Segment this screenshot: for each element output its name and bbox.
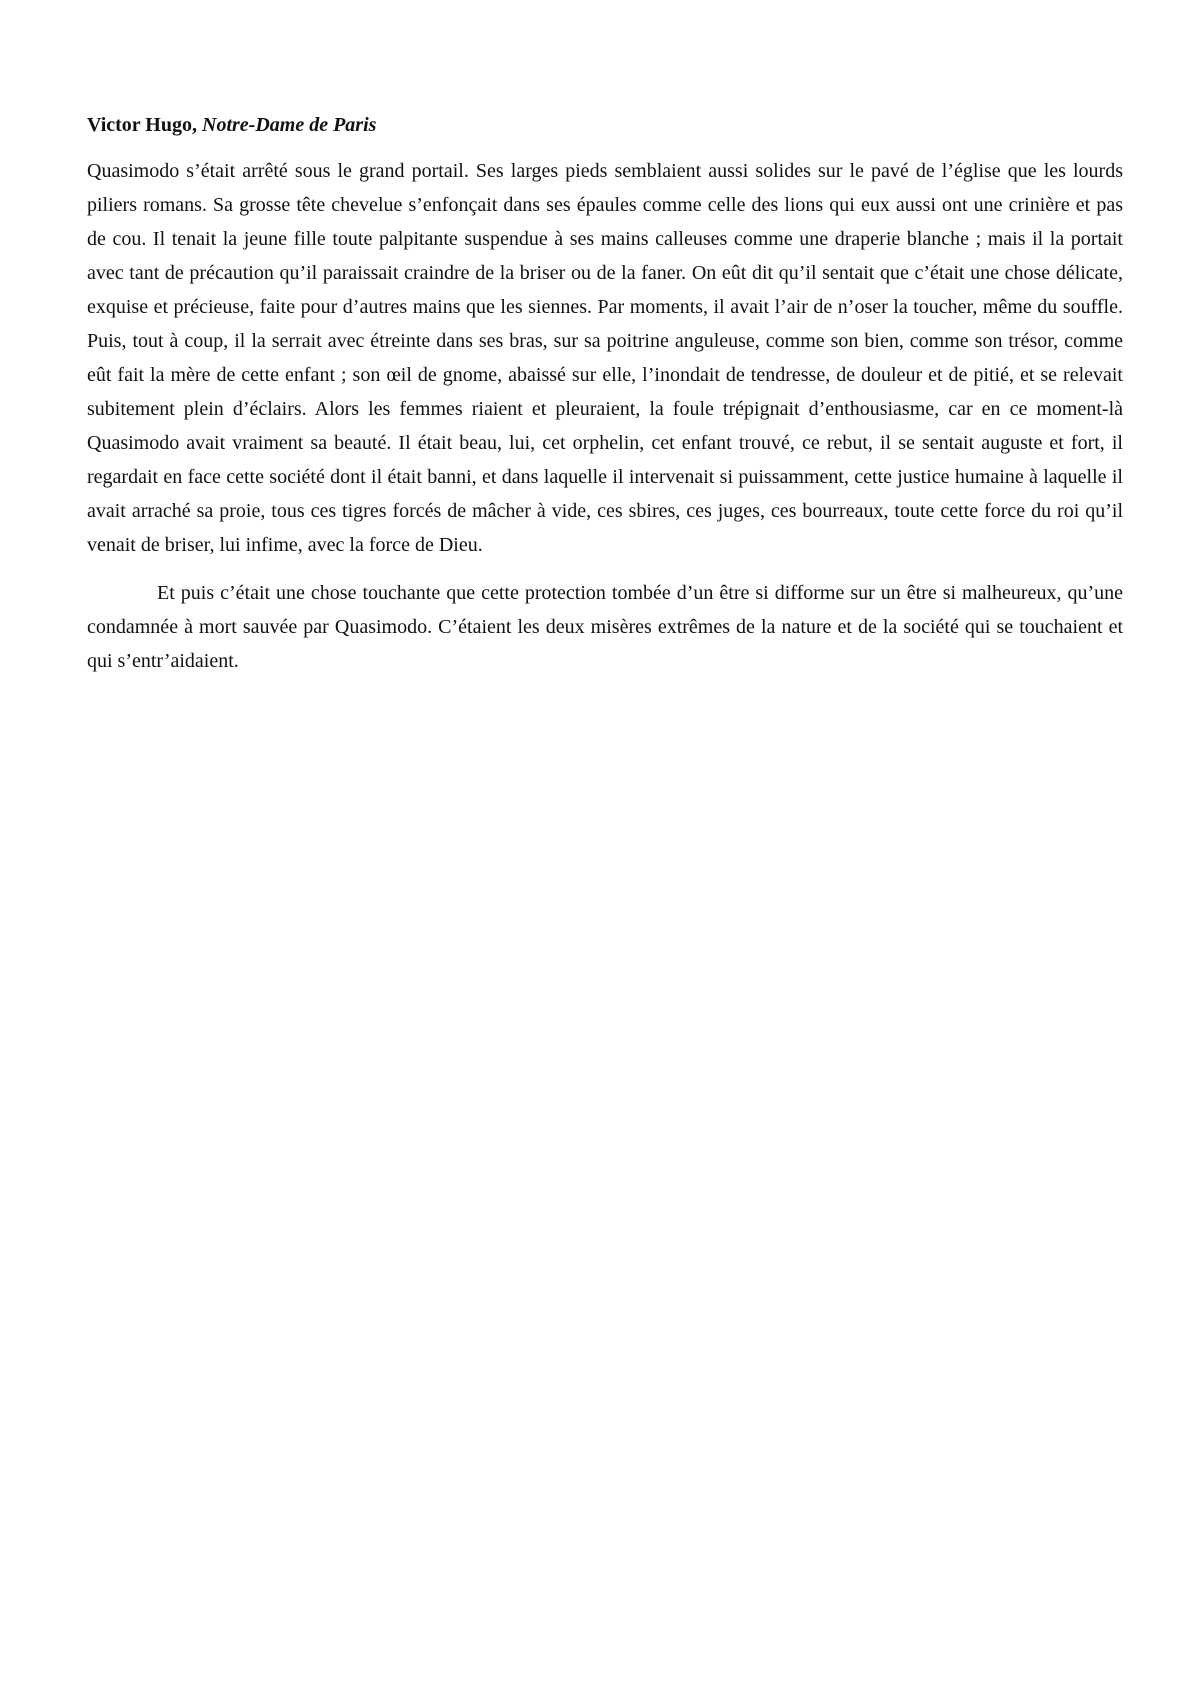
document-body (87, 112, 1123, 678)
heading-title: Notre-Dame de Paris (202, 114, 377, 136)
paragraph-1: Quasimodo s’était arrêté sous le grand portail. Ses larges pieds semblaient aussi solides sur le pavé de l’église que les lourds piliers romans. Sa grosse tête chevelue s’enfonçait dans ses épaules comme celle des lions qui eux aussi ont une crinière et pas de cou. Il tenait la jeune fille toute palpitante suspendue à ses mains calleuses comme une draperie blanche ; mais il la portait avec tant de précaution qu’il paraissait craindre de la briser ou de la faner. On eût dit qu’il sentait que c’était une chose délicate, exquise et précieuse, faite pour d’autres mains que les siennes. Par moments, il avait l’air de n’oser la toucher, même du souffle. Puis, tout à coup, il la serrait avec étreinte dans ses bras, sur sa poitrine anguleuse, comme son bien, comme son trésor, comme eût fait la mère de cette enfant ; son œil de gnome, abaissé sur elle, l’inondait de tendresse, de douleur et de pitié, et se relevait subitement plein d’éclairs. Alors les femmes riaient et pleuraient, la foule trépignait d’enthousiasme, car en ce moment-là Quasimodo avait vraiment sa beauté. Il était beau, lui, cet orphelin, cet enfant trouvé, ce rebut, il se sentait auguste et fort, il regardait en face cette société dont il était banni, et dans laquelle il intervenait si puissamment, cette justice humaine à laquelle il avait arraché sa proie, tous ces tigres forcés de mâcher à vide, ces sbires, ces juges, ces bourreaux, toute cette force du roi qu’il venait de briser, lui infime, avec la force de Dieu. (87, 160, 1123, 556)
heading-author: Victor Hugo, (87, 114, 197, 136)
document-heading (87, 112, 1123, 138)
paragraph-2: Et puis c’était une chose touchante que cette protection tombée d’un être si difforme sur un être si malheureux, qu’une condamnée à mort sauvée par Quasimodo. C’étaient les deux misères extrêmes de la nature et de la société qui se touchaient et qui s’entr’aidaient. (87, 582, 1123, 672)
